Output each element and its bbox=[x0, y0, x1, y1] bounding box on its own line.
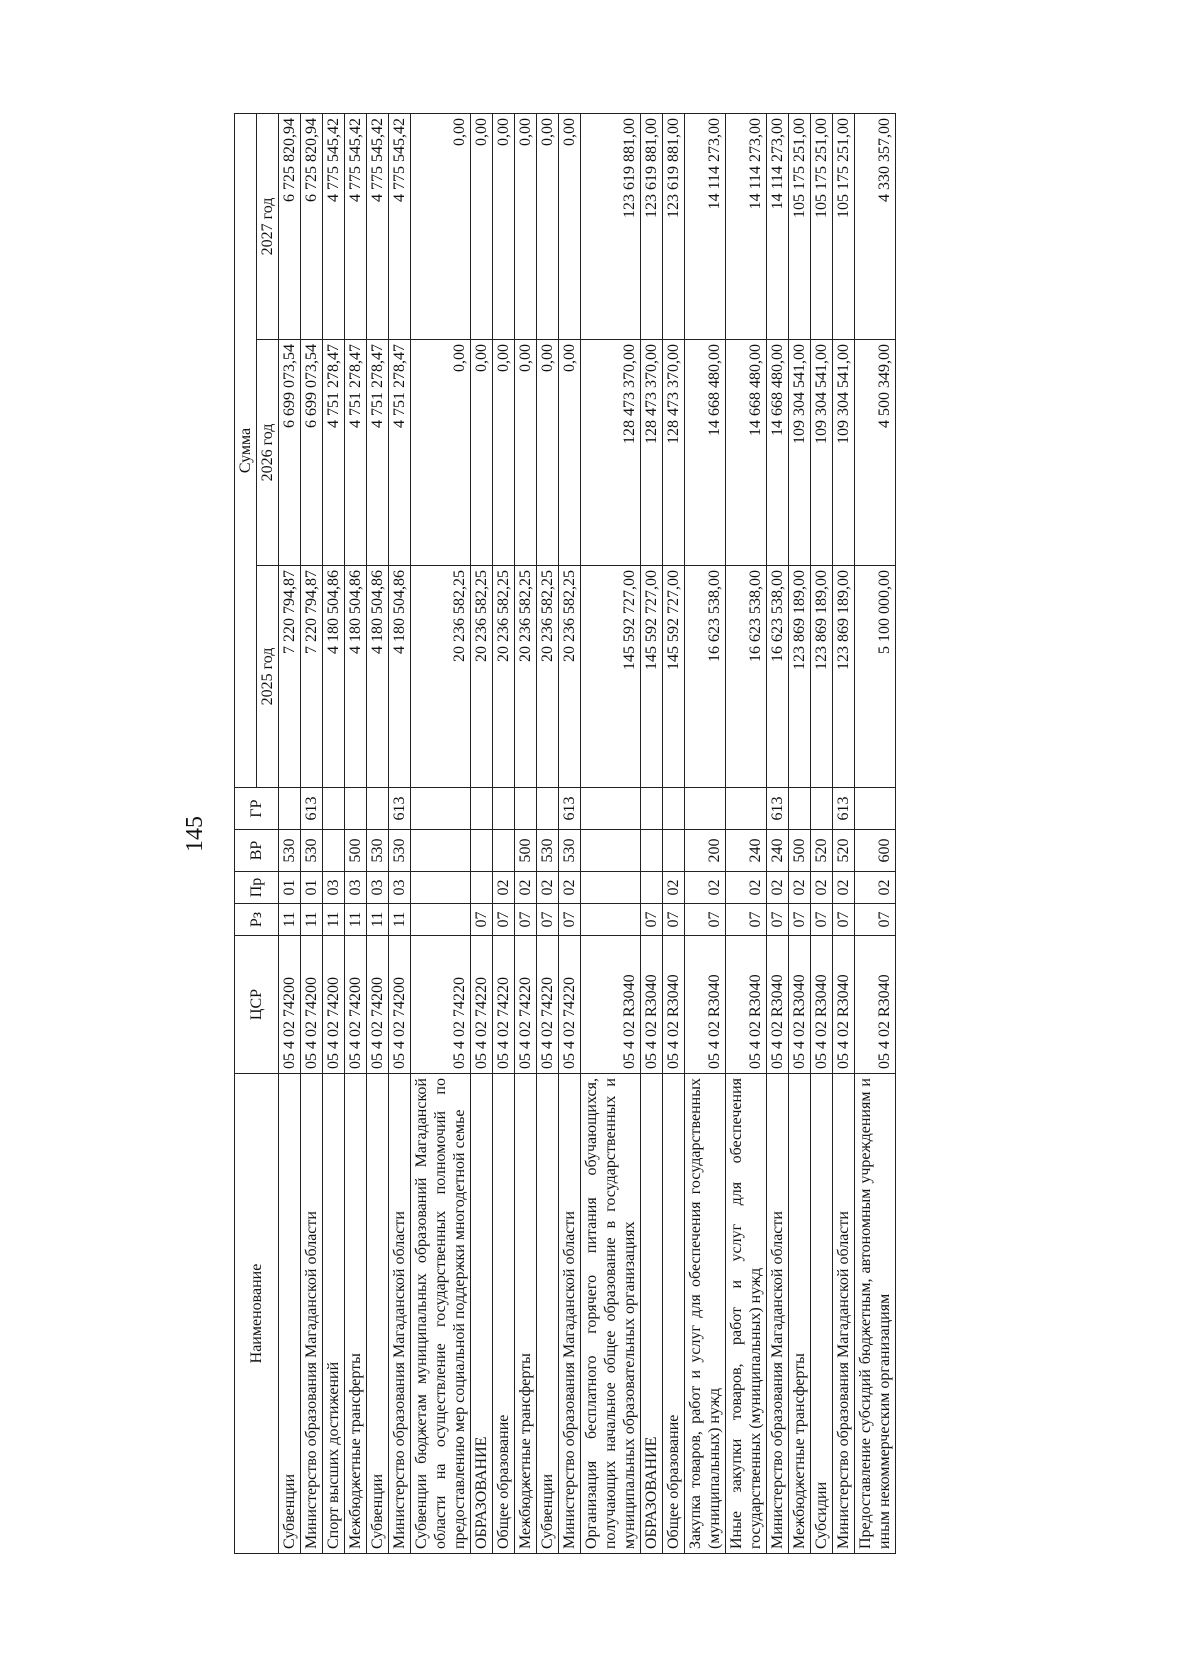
cell-gr: 613 bbox=[559, 788, 581, 830]
cell-name: Межбюджетные трансферты bbox=[345, 1074, 367, 1554]
cell-2025: 7 220 794,87 bbox=[301, 566, 323, 788]
cell-vr: 500 bbox=[515, 830, 537, 872]
cell-pr: 02 bbox=[559, 872, 581, 904]
cell-csr: 05 4 02 74220 bbox=[559, 936, 581, 1074]
table-row bbox=[367, 113, 389, 1553]
cell-2026: 14 668 480,00 bbox=[685, 340, 726, 566]
cell-pr: 02 bbox=[726, 872, 767, 904]
cell-2026: 0,00 bbox=[537, 340, 559, 566]
cell-gr bbox=[581, 788, 641, 830]
cell-2025: 145 592 727,00 bbox=[581, 566, 641, 788]
cell-vr bbox=[581, 830, 641, 872]
cell-gr bbox=[641, 788, 663, 830]
cell-2026: 0,00 bbox=[411, 340, 471, 566]
cell-2025: 145 592 727,00 bbox=[641, 566, 663, 788]
cell-2026: 109 304 541,00 bbox=[833, 340, 855, 566]
cell-pr bbox=[471, 872, 493, 904]
table-row bbox=[471, 113, 493, 1553]
cell-vr: 530 bbox=[367, 830, 389, 872]
cell-csr: 05 4 02 R3040 bbox=[767, 936, 789, 1074]
cell-pr: 03 bbox=[389, 872, 411, 904]
cell-2027: 0,00 bbox=[515, 113, 537, 339]
cell-name: Спорт высших достижений bbox=[323, 1074, 345, 1554]
cell-name: Межбюджетные трансферты bbox=[789, 1074, 811, 1554]
cell-vr bbox=[641, 830, 663, 872]
table-header bbox=[235, 113, 279, 1553]
cell-pr: 03 bbox=[345, 872, 367, 904]
cell-rz: 07 bbox=[833, 904, 855, 936]
table-row bbox=[323, 113, 345, 1553]
table-row bbox=[685, 113, 726, 1553]
cell-csr: 05 4 02 74200 bbox=[323, 936, 345, 1074]
cell-vr: 600 bbox=[855, 830, 896, 872]
cell-pr: 02 bbox=[767, 872, 789, 904]
table-row bbox=[726, 113, 767, 1553]
cell-rz: 07 bbox=[726, 904, 767, 936]
cell-gr bbox=[279, 788, 301, 830]
cell-2025: 123 869 189,00 bbox=[789, 566, 811, 788]
cell-2027: 4 775 545,42 bbox=[389, 113, 411, 339]
cell-csr: 05 4 02 74220 bbox=[515, 936, 537, 1074]
header-pr: Пр bbox=[235, 872, 279, 904]
cell-name: Министерство образования Магаданской области bbox=[767, 1074, 789, 1554]
cell-2026: 109 304 541,00 bbox=[789, 340, 811, 566]
cell-2025: 5 100 000,00 bbox=[855, 566, 896, 788]
cell-2027: 105 175 251,00 bbox=[789, 113, 811, 339]
cell-2027: 105 175 251,00 bbox=[833, 113, 855, 339]
cell-name: ОБРАЗОВАНИЕ bbox=[471, 1074, 493, 1554]
cell-name: Общее образование bbox=[663, 1074, 685, 1554]
cell-csr: 05 4 02 R3040 bbox=[581, 936, 641, 1074]
cell-2025: 20 236 582,25 bbox=[537, 566, 559, 788]
cell-pr bbox=[581, 872, 641, 904]
cell-2025: 16 623 538,00 bbox=[726, 566, 767, 788]
table-body bbox=[279, 113, 896, 1553]
cell-gr bbox=[323, 788, 345, 830]
header-csr: ЦСР bbox=[235, 936, 279, 1074]
cell-2025: 4 180 504,86 bbox=[345, 566, 367, 788]
cell-vr bbox=[663, 830, 685, 872]
cell-rz bbox=[411, 904, 471, 936]
budget-table bbox=[234, 113, 896, 1554]
table-row bbox=[301, 113, 323, 1553]
cell-gr: 613 bbox=[389, 788, 411, 830]
cell-rz: 11 bbox=[367, 904, 389, 936]
cell-gr: 613 bbox=[833, 788, 855, 830]
cell-pr: 01 bbox=[279, 872, 301, 904]
cell-2027: 4 775 545,42 bbox=[323, 113, 345, 339]
cell-name: Предоставление субсидий бюджетным, автономным учреждениям и иным некоммерческим организациям bbox=[855, 1074, 896, 1554]
cell-gr bbox=[726, 788, 767, 830]
cell-name: Субвенции bbox=[367, 1074, 389, 1554]
cell-vr: 530 bbox=[389, 830, 411, 872]
cell-vr: 530 bbox=[301, 830, 323, 872]
cell-2027: 105 175 251,00 bbox=[811, 113, 833, 339]
cell-rz: 07 bbox=[789, 904, 811, 936]
cell-pr: 02 bbox=[515, 872, 537, 904]
cell-vr: 530 bbox=[537, 830, 559, 872]
cell-2025: 123 869 189,00 bbox=[833, 566, 855, 788]
cell-2026: 128 473 370,00 bbox=[663, 340, 685, 566]
table-row bbox=[493, 113, 515, 1553]
cell-pr: 02 bbox=[663, 872, 685, 904]
cell-2026: 109 304 541,00 bbox=[811, 340, 833, 566]
cell-name: Организация бесплатного горячего питания обучающихся, получающих начальное общее образование в государственных и муниципальных образовательных организациях bbox=[581, 1074, 641, 1554]
cell-2025: 7 220 794,87 bbox=[279, 566, 301, 788]
cell-vr: 530 bbox=[559, 830, 581, 872]
cell-gr bbox=[493, 788, 515, 830]
cell-2027: 4 775 545,42 bbox=[367, 113, 389, 339]
table-row bbox=[833, 113, 855, 1553]
cell-2027: 0,00 bbox=[559, 113, 581, 339]
cell-gr bbox=[367, 788, 389, 830]
cell-2025: 4 180 504,86 bbox=[389, 566, 411, 788]
cell-csr: 05 4 02 74200 bbox=[301, 936, 323, 1074]
cell-name: Межбюджетные трансферты bbox=[515, 1074, 537, 1554]
cell-rz: 07 bbox=[685, 904, 726, 936]
table-row bbox=[345, 113, 367, 1553]
table-row bbox=[537, 113, 559, 1553]
cell-2025: 16 623 538,00 bbox=[685, 566, 726, 788]
cell-pr: 02 bbox=[685, 872, 726, 904]
cell-2026: 4 751 278,47 bbox=[389, 340, 411, 566]
cell-vr: 520 bbox=[833, 830, 855, 872]
cell-2027: 0,00 bbox=[537, 113, 559, 339]
cell-csr: 05 4 02 74220 bbox=[537, 936, 559, 1074]
cell-pr: 02 bbox=[811, 872, 833, 904]
header-2026: 2026 год bbox=[257, 340, 279, 566]
table-row bbox=[581, 113, 641, 1553]
cell-csr: 05 4 02 R3040 bbox=[855, 936, 896, 1074]
cell-gr: 613 bbox=[301, 788, 323, 830]
cell-csr: 05 4 02 R3040 bbox=[663, 936, 685, 1074]
cell-2027: 14 114 273,00 bbox=[767, 113, 789, 339]
table-row bbox=[811, 113, 833, 1553]
cell-vr: 240 bbox=[726, 830, 767, 872]
cell-2026: 0,00 bbox=[515, 340, 537, 566]
header-sum: Сумма bbox=[235, 113, 257, 787]
cell-gr bbox=[685, 788, 726, 830]
cell-2025: 20 236 582,25 bbox=[559, 566, 581, 788]
cell-2027: 0,00 bbox=[493, 113, 515, 339]
cell-2026: 14 668 480,00 bbox=[726, 340, 767, 566]
cell-2027: 14 114 273,00 bbox=[685, 113, 726, 339]
cell-pr: 03 bbox=[367, 872, 389, 904]
cell-name: Министерство образования Магаданской области bbox=[833, 1074, 855, 1554]
cell-pr: 02 bbox=[537, 872, 559, 904]
cell-2025: 20 236 582,25 bbox=[411, 566, 471, 788]
cell-csr: 05 4 02 R3040 bbox=[789, 936, 811, 1074]
cell-2026: 6 699 073,54 bbox=[301, 340, 323, 566]
cell-csr: 05 4 02 74220 bbox=[471, 936, 493, 1074]
cell-2026: 4 751 278,47 bbox=[323, 340, 345, 566]
cell-csr: 05 4 02 74220 bbox=[411, 936, 471, 1074]
cell-2025: 20 236 582,25 bbox=[471, 566, 493, 788]
table-row bbox=[767, 113, 789, 1553]
cell-vr bbox=[493, 830, 515, 872]
cell-pr: 02 bbox=[789, 872, 811, 904]
cell-vr bbox=[471, 830, 493, 872]
cell-rz: 07 bbox=[811, 904, 833, 936]
cell-vr: 500 bbox=[789, 830, 811, 872]
table-row bbox=[789, 113, 811, 1553]
header-name: Наименование bbox=[235, 1074, 279, 1554]
cell-rz: 11 bbox=[323, 904, 345, 936]
cell-pr bbox=[641, 872, 663, 904]
cell-name: ОБРАЗОВАНИЕ bbox=[641, 1074, 663, 1554]
cell-csr: 05 4 02 R3040 bbox=[726, 936, 767, 1074]
table-row bbox=[515, 113, 537, 1553]
cell-gr bbox=[537, 788, 559, 830]
header-2025: 2025 год bbox=[257, 566, 279, 788]
cell-gr bbox=[471, 788, 493, 830]
cell-rz: 07 bbox=[471, 904, 493, 936]
cell-2025: 16 623 538,00 bbox=[767, 566, 789, 788]
cell-vr: 200 bbox=[685, 830, 726, 872]
cell-rz: 07 bbox=[559, 904, 581, 936]
cell-vr bbox=[323, 830, 345, 872]
cell-2026: 128 473 370,00 bbox=[581, 340, 641, 566]
cell-2026: 0,00 bbox=[471, 340, 493, 566]
cell-name: Субсидии bbox=[811, 1074, 833, 1554]
table-row bbox=[663, 113, 685, 1553]
cell-csr: 05 4 02 R3040 bbox=[641, 936, 663, 1074]
cell-gr bbox=[411, 788, 471, 830]
cell-pr: 02 bbox=[493, 872, 515, 904]
cell-csr: 05 4 02 74200 bbox=[389, 936, 411, 1074]
table-row bbox=[279, 113, 301, 1553]
cell-2026: 14 668 480,00 bbox=[767, 340, 789, 566]
rotated-page bbox=[150, 94, 1050, 1574]
cell-gr: 613 bbox=[767, 788, 789, 830]
cell-pr: 01 bbox=[301, 872, 323, 904]
cell-name: Общее образование bbox=[493, 1074, 515, 1554]
cell-2026: 0,00 bbox=[493, 340, 515, 566]
cell-rz: 07 bbox=[493, 904, 515, 936]
cell-gr bbox=[345, 788, 367, 830]
cell-2026: 4 751 278,47 bbox=[345, 340, 367, 566]
cell-gr bbox=[789, 788, 811, 830]
cell-name: Субвенции bbox=[279, 1074, 301, 1554]
cell-2025: 20 236 582,25 bbox=[493, 566, 515, 788]
cell-2025: 4 180 504,86 bbox=[367, 566, 389, 788]
cell-vr: 500 bbox=[345, 830, 367, 872]
cell-gr bbox=[855, 788, 896, 830]
cell-csr: 05 4 02 R3040 bbox=[833, 936, 855, 1074]
cell-name: Субвенции бюджетам муниципальных образований Магаданской области на осуществление государственных полномочий по предоставлению мер социальной поддержки многодетной семье bbox=[411, 1074, 471, 1554]
cell-2026: 6 699 073,54 bbox=[279, 340, 301, 566]
cell-vr bbox=[411, 830, 471, 872]
cell-2025: 20 236 582,25 bbox=[515, 566, 537, 788]
table-row bbox=[641, 113, 663, 1553]
table-row bbox=[855, 113, 896, 1553]
cell-rz: 11 bbox=[301, 904, 323, 936]
cell-rz: 11 bbox=[389, 904, 411, 936]
cell-2025: 123 869 189,00 bbox=[811, 566, 833, 788]
cell-name: Иные закупки товаров, работ и услуг для обеспечения государственных (муниципальных) нужд bbox=[726, 1074, 767, 1554]
cell-vr: 240 bbox=[767, 830, 789, 872]
cell-rz: 07 bbox=[663, 904, 685, 936]
cell-pr bbox=[411, 872, 471, 904]
cell-name: Министерство образования Магаданской области bbox=[389, 1074, 411, 1554]
cell-2025: 4 180 504,86 bbox=[323, 566, 345, 788]
cell-rz: 11 bbox=[345, 904, 367, 936]
cell-pr: 03 bbox=[323, 872, 345, 904]
cell-csr: 05 4 02 74200 bbox=[279, 936, 301, 1074]
cell-rz: 07 bbox=[515, 904, 537, 936]
cell-vr: 530 bbox=[279, 830, 301, 872]
cell-pr: 02 bbox=[855, 872, 896, 904]
cell-2027: 123 619 881,00 bbox=[663, 113, 685, 339]
cell-gr bbox=[515, 788, 537, 830]
cell-2025: 145 592 727,00 bbox=[663, 566, 685, 788]
header-2027: 2027 год bbox=[257, 113, 279, 339]
table-row bbox=[389, 113, 411, 1553]
page-number: 145 bbox=[182, 816, 208, 852]
cell-rz: 11 bbox=[279, 904, 301, 936]
table-row bbox=[411, 113, 471, 1553]
cell-2026: 4 751 278,47 bbox=[367, 340, 389, 566]
cell-csr: 05 4 02 74200 bbox=[345, 936, 367, 1074]
cell-csr: 05 4 02 74200 bbox=[367, 936, 389, 1074]
cell-2027: 6 725 820,94 bbox=[301, 113, 323, 339]
header-rz: Рз bbox=[235, 904, 279, 936]
cell-2027: 14 114 273,00 bbox=[726, 113, 767, 339]
cell-name: Министерство образования Магаданской области bbox=[301, 1074, 323, 1554]
cell-rz: 07 bbox=[537, 904, 559, 936]
cell-2026: 4 500 349,00 bbox=[855, 340, 896, 566]
cell-2027: 6 725 820,94 bbox=[279, 113, 301, 339]
cell-2027: 4 330 357,00 bbox=[855, 113, 896, 339]
cell-2026: 128 473 370,00 bbox=[641, 340, 663, 566]
cell-gr bbox=[663, 788, 685, 830]
cell-2027: 123 619 881,00 bbox=[641, 113, 663, 339]
cell-vr: 520 bbox=[811, 830, 833, 872]
header-gr: ГР bbox=[235, 788, 279, 830]
cell-rz bbox=[581, 904, 641, 936]
table-row bbox=[559, 113, 581, 1553]
cell-2026: 0,00 bbox=[559, 340, 581, 566]
cell-name: Министерство образования Магаданской области bbox=[559, 1074, 581, 1554]
cell-2027: 4 775 545,42 bbox=[345, 113, 367, 339]
cell-2027: 0,00 bbox=[411, 113, 471, 339]
cell-name: Закупка товаров, работ и услуг для обеспечения государственных (муниципальных) нужд bbox=[685, 1074, 726, 1554]
cell-rz: 07 bbox=[767, 904, 789, 936]
cell-2027: 0,00 bbox=[471, 113, 493, 339]
cell-rz: 07 bbox=[855, 904, 896, 936]
cell-rz: 07 bbox=[641, 904, 663, 936]
header-vr: ВР bbox=[235, 830, 279, 872]
cell-csr: 05 4 02 74220 bbox=[493, 936, 515, 1074]
cell-csr: 05 4 02 R3040 bbox=[685, 936, 726, 1074]
cell-name: Субвенции bbox=[537, 1074, 559, 1554]
cell-pr: 02 bbox=[833, 872, 855, 904]
cell-gr bbox=[811, 788, 833, 830]
cell-csr: 05 4 02 R3040 bbox=[811, 936, 833, 1074]
cell-2027: 123 619 881,00 bbox=[581, 113, 641, 339]
